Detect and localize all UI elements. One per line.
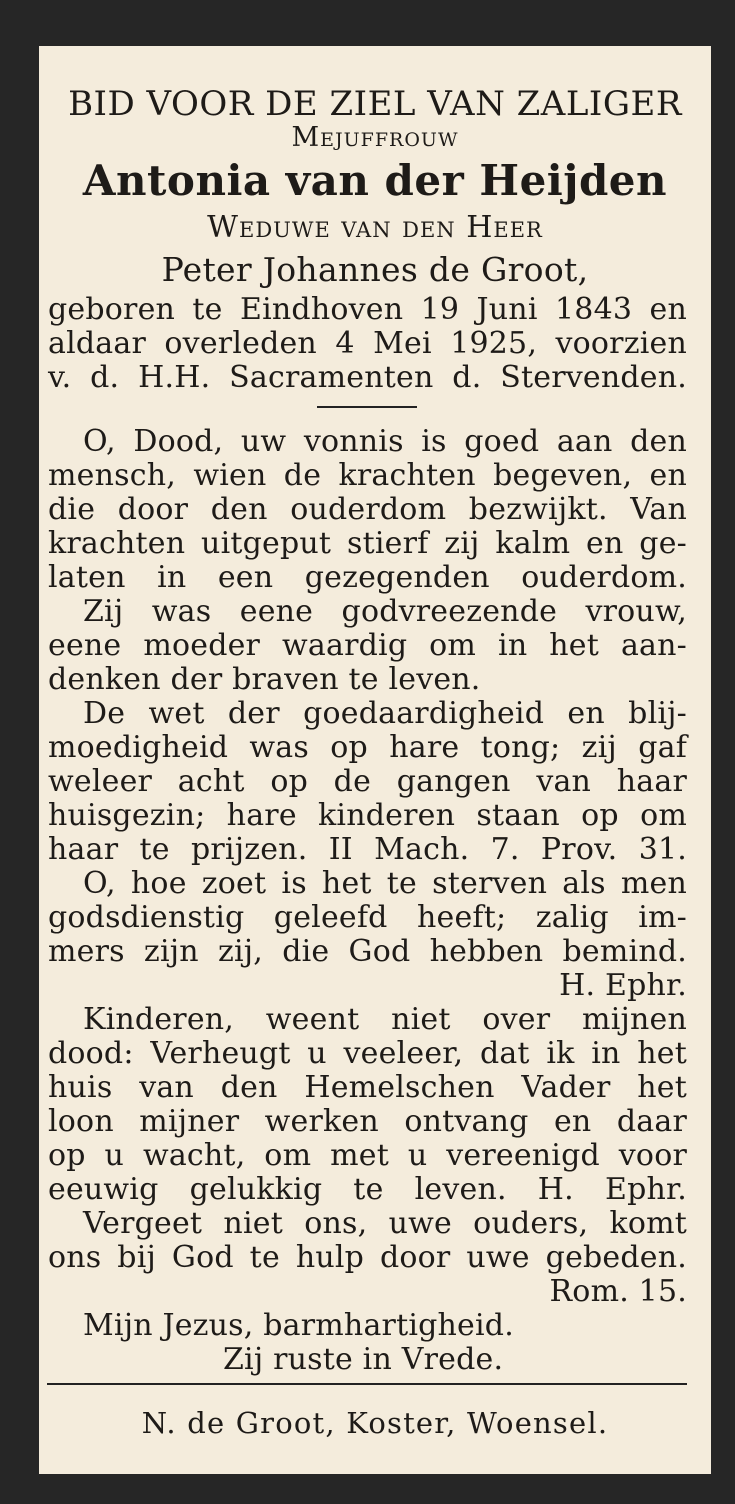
printer-credit: N. de Groot, Koster, Woensel. bbox=[141, 1406, 609, 1440]
deceased-name: Antonia van der Heijden bbox=[82, 156, 668, 205]
body-line: O, hoe zoet is het te sterven als men bbox=[83, 866, 687, 901]
body-line: eene moeder waardig om in het aan- bbox=[48, 628, 687, 663]
body-line: op u wacht, om met u vereenigd voor bbox=[48, 1138, 687, 1173]
prayer-line: Mijn Jezus, barmhartigheid. bbox=[83, 1308, 514, 1343]
body-line: Kinderen, weent niet over mijnen bbox=[83, 1002, 687, 1037]
bio-line: aldaar overleden 4 Mei 1925, voorzien bbox=[48, 326, 687, 361]
body-line: huis van den Hemelschen Vader het bbox=[48, 1070, 687, 1105]
body-line: die door den ouderdom bezwijkt. Van bbox=[48, 492, 687, 527]
bio-line: geboren te Eindhoven 19 Juni 1843 en bbox=[48, 292, 687, 327]
body-line: huisgezin; hare kinderen staan op om bbox=[48, 798, 687, 833]
body-line: dood: Verheugt u veeleer, dat ik in het bbox=[48, 1036, 687, 1071]
body-line: loon mijner werken ontvang en daar bbox=[48, 1104, 687, 1139]
body-line: mers zijn zij, die God hebben bemind. bbox=[48, 934, 687, 969]
body-line: haar te prijzen. II Mach. 7. Prov. 31. bbox=[48, 832, 687, 867]
husband-name: Peter Johannes de Groot, bbox=[161, 250, 589, 289]
body-line: De wet der goedaardigheid en blij- bbox=[83, 696, 687, 731]
header-line-1: BID VOOR DE ZIEL VAN ZALIGER bbox=[68, 84, 682, 124]
header-line-2: Mejuffrouw bbox=[291, 122, 459, 153]
body-line: Vergeet niet ons, uwe ouders, komt bbox=[83, 1206, 687, 1241]
bio-line: v. d. H.H. Sacramenten d. Stervenden. bbox=[48, 360, 687, 395]
header-line-4: Weduwe van den Heer bbox=[207, 210, 543, 245]
body-line: Zij was eene godvreezende vrouw, bbox=[83, 594, 687, 629]
body-line: ons bij God te hulp door uwe gebeden. bbox=[48, 1240, 687, 1275]
divider-long bbox=[47, 1383, 687, 1385]
body-line: O, Dood, uw vonnis is goed aan den bbox=[83, 424, 687, 459]
closing-line: Zij ruste in Vrede. bbox=[223, 1342, 504, 1377]
body-line: denken der braven te leven. bbox=[48, 662, 481, 697]
memorial-card bbox=[39, 46, 711, 1474]
attribution: H. Ephr. bbox=[559, 968, 687, 1003]
body-line: moedigheid was op hare tong; zij gaf bbox=[48, 730, 687, 765]
body-line: laten in een gezegenden ouderdom. bbox=[48, 560, 687, 595]
body-line: weleer acht op de gangen van haar bbox=[48, 764, 687, 799]
divider-short bbox=[317, 406, 417, 408]
body-line: mensch, wien de krachten begeven, en bbox=[48, 458, 687, 493]
body-line: krachten uitgeput stierf zij kalm en ge- bbox=[48, 526, 687, 561]
attribution: Rom. 15. bbox=[549, 1274, 687, 1309]
body-line: eeuwig gelukkig te leven. H. Ephr. bbox=[48, 1172, 687, 1207]
body-line: godsdienstig geleefd heeft; zalig im- bbox=[48, 900, 687, 935]
